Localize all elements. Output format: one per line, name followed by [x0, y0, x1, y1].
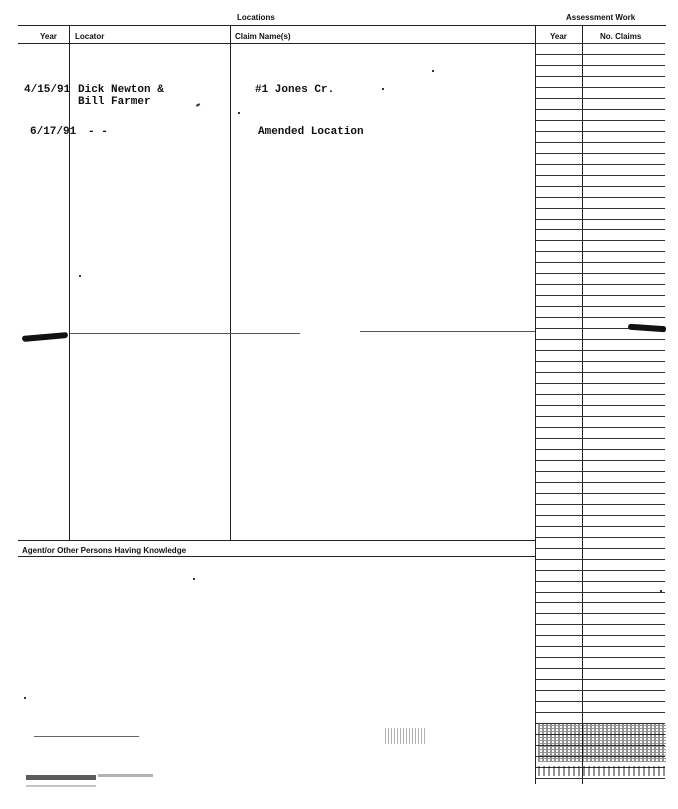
- assessment-work-group-header: Assessment Work: [566, 13, 636, 22]
- ledger-row-line: [536, 219, 665, 220]
- ledger-row-line: [536, 712, 665, 713]
- ledger-row-line: [536, 251, 665, 252]
- locator-claim-divider: [230, 26, 231, 540]
- year-locator-divider: [69, 26, 70, 540]
- ledger-row-line: [536, 317, 665, 318]
- ledger-row-line: [536, 87, 665, 88]
- scan-noise: [98, 774, 153, 777]
- ledger-row-line: [536, 175, 665, 176]
- ledger-row-line: [536, 778, 665, 779]
- locator-column-header: Locator: [75, 32, 105, 41]
- ledger-row-line: [536, 427, 665, 428]
- ledger-row-line: [536, 361, 665, 362]
- mid-separator-right: [360, 331, 535, 332]
- ledger-row-line: [536, 493, 665, 494]
- ledger-row-line: [536, 438, 665, 439]
- ledger-row-line: [536, 142, 665, 143]
- ledger-row-line: [536, 273, 665, 274]
- scan-speck: [660, 590, 662, 592]
- entry-year: 6/17/91: [30, 126, 77, 138]
- ledger-row-line: [536, 383, 665, 384]
- ledger-row-line: [536, 526, 665, 527]
- ledger-row-line: [536, 537, 665, 538]
- ledger-row-line: [536, 646, 665, 647]
- ledger-row-line: [536, 416, 665, 417]
- ledger-row-line: [536, 153, 665, 154]
- ledger-row-line: [536, 306, 665, 307]
- ledger-row-line: [536, 581, 665, 582]
- scan-noise: [26, 775, 96, 780]
- locations-table-bottom-rule: [18, 540, 536, 541]
- left-margin-marker: [22, 332, 68, 342]
- ledger-row-line: [536, 482, 665, 483]
- scan-speck: [238, 112, 240, 114]
- locations-group-header: Locations: [237, 13, 275, 22]
- scan-speck: [79, 275, 81, 277]
- ledger-row-line: [536, 65, 665, 66]
- no-claims-column-header: No. Claims: [600, 32, 642, 41]
- entry-claim-name: Amended Location: [258, 126, 364, 138]
- ledger-row-line: [536, 76, 665, 77]
- scan-speck: [24, 697, 26, 699]
- ledger-row-line: [536, 668, 665, 669]
- ledger-row-line: [536, 515, 665, 516]
- ledger-row-line: [536, 164, 665, 165]
- ledger-row-line: [536, 635, 665, 636]
- ledger-row-line: [536, 405, 665, 406]
- ledger-row-line: [536, 208, 665, 209]
- right-margin-marker: [628, 324, 666, 333]
- ledger-row-line: [536, 701, 665, 702]
- ledger-row-line: [536, 657, 665, 658]
- ledger-row-line: [536, 690, 665, 691]
- scan-speck: [382, 88, 384, 90]
- claim-names-column-header: Claim Name(s): [235, 32, 291, 41]
- scan-speck: [432, 70, 434, 72]
- ledger-row-line: [536, 109, 665, 110]
- agent-header-rule: [18, 556, 536, 557]
- ledger-row-line: [536, 679, 665, 680]
- ledger-row-line: [536, 240, 665, 241]
- ledger-row-line: [536, 350, 665, 351]
- entry-claim-name: #1 Jones Cr.: [255, 84, 335, 96]
- entry-locator-continued: Bill Farmer: [78, 96, 151, 108]
- ledger-row-line: [536, 613, 665, 614]
- ledger-row-line: [536, 504, 665, 505]
- scan-noise: [538, 766, 666, 776]
- ledger-row-line: [536, 98, 665, 99]
- entry-year: 4/15/91: [24, 84, 71, 96]
- agent-section-header: Agent/or Other Persons Having Knowledge: [22, 546, 187, 555]
- ledger-row-line: [536, 449, 665, 450]
- ledger-row-line: [536, 120, 665, 121]
- ledger-row-line: [536, 471, 665, 472]
- scan-noise: [26, 785, 96, 787]
- ledger-row-line: [536, 339, 665, 340]
- ledger-row-line: [536, 197, 665, 198]
- ledger-row-line: [536, 624, 665, 625]
- scan-noise: [538, 724, 666, 762]
- mid-separator-left: [70, 333, 300, 334]
- aw-year-column-header: Year: [550, 32, 567, 41]
- year-column-header: Year: [40, 32, 57, 41]
- column-header-rule: [18, 43, 536, 44]
- scan-speck: [196, 103, 200, 107]
- ledger-row-line: [536, 284, 665, 285]
- ledger-row-line: [536, 394, 665, 395]
- ledger-row-line: [536, 186, 665, 187]
- ledger-row-line: [536, 592, 665, 593]
- ledger-row-line: [536, 460, 665, 461]
- ledger-row-line: [536, 602, 665, 603]
- scan-noise: [385, 728, 425, 744]
- ledger-row-line: [536, 54, 665, 55]
- ledger-row-line: [536, 372, 665, 373]
- ledger-row-line: [536, 559, 665, 560]
- entry-locator: Dick Newton &: [78, 84, 164, 96]
- ledger-row-line: [536, 229, 665, 230]
- entry-locator: - -: [88, 126, 108, 138]
- ledger-row-line: [536, 131, 665, 132]
- ledger-row-line: [536, 570, 665, 571]
- ledger-row-line: [536, 295, 665, 296]
- ledger-row-line: [536, 43, 665, 44]
- scan-artifact-line: [34, 736, 139, 737]
- scan-speck: [193, 578, 195, 580]
- ledger-row-line: [536, 262, 665, 263]
- ledger-row-line: [536, 548, 665, 549]
- group-header-rule: [18, 25, 666, 26]
